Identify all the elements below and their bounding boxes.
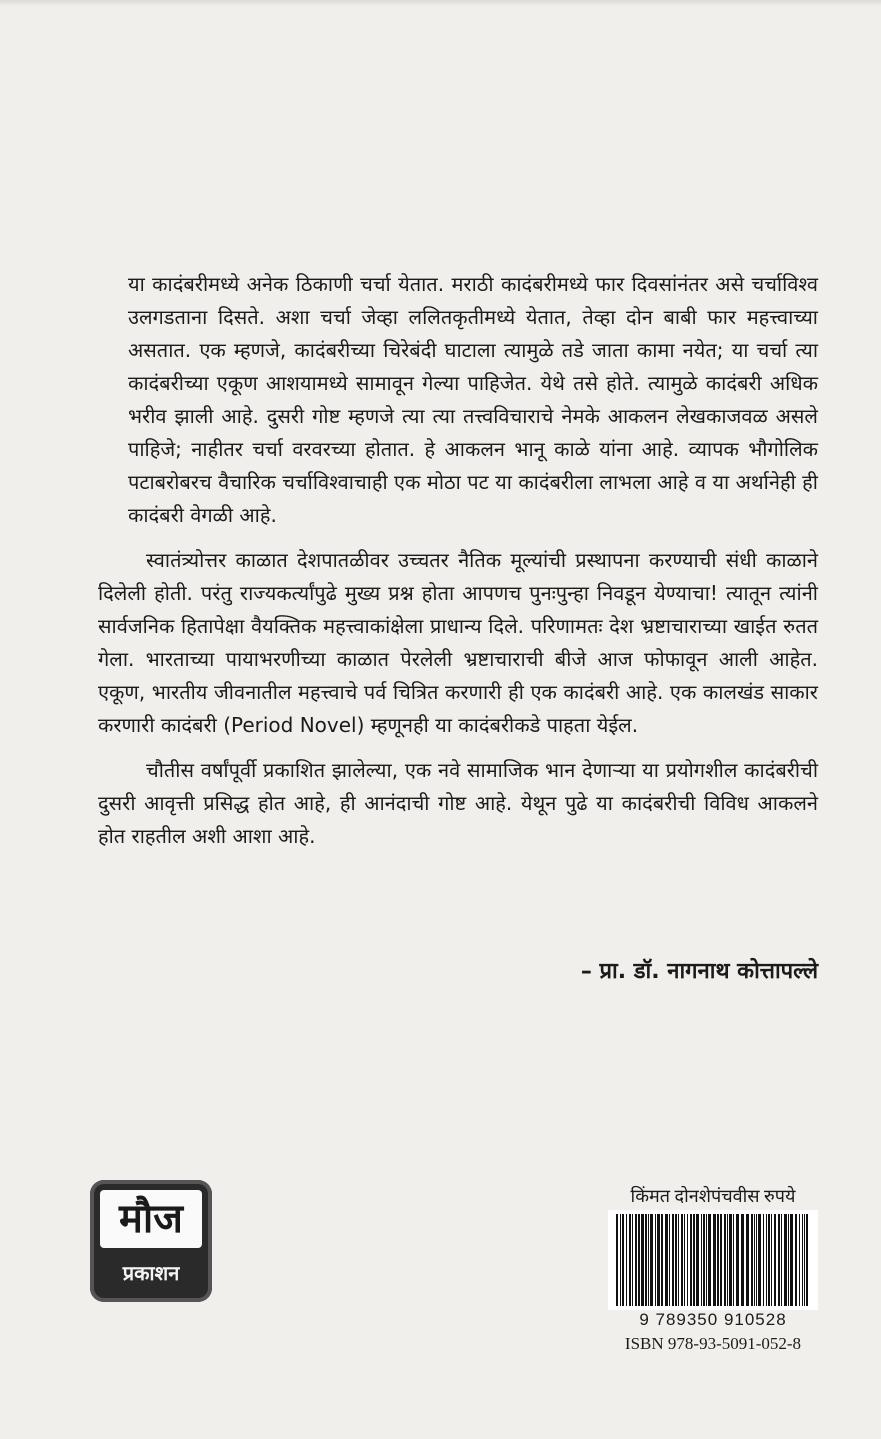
barcode-bar [771,1214,772,1306]
barcode-bar [746,1214,749,1306]
barcode-bar [696,1214,699,1306]
barcode-bar [690,1214,692,1306]
barcode-bar [675,1214,677,1306]
barcode-bar [641,1214,644,1306]
barcode-box [608,1210,818,1310]
logo-bottom-panel [100,1254,202,1292]
barcode-bar [626,1214,627,1306]
barcode-bar [632,1214,633,1306]
barcode-bar [751,1214,753,1306]
blurb-paragraph-3: चौतीस वर्षांपूर्वी प्रकाशित झालेल्या, एक नवे सामाजिक भान देणाऱ्या या प्रयोगशील कादंबरीची दुसरी आवृत्ती प्रसिद्ध होत आहे, ही आनंदाची गोष्ट आहे. येथून पुढे या कादंबरीची विविध आकलने होत राहतील अशी आशा आहे. [98,758,818,848]
back-cover-blurb [98,268,818,865]
barcode-bar [724,1214,726,1306]
barcode-bar [717,1214,719,1306]
blurb-signature: – प्रा. डॉ. नागनाथ कोत्तापल्ले [580,959,818,984]
barcode-bar [661,1214,663,1306]
barcode-bar [684,1214,685,1306]
logo-top-text: मौज [119,1195,183,1242]
barcode-bar [795,1214,797,1306]
barcode-bar [701,1214,702,1306]
barcode-bar [708,1214,711,1306]
barcode-bar [754,1214,755,1306]
barcode-bar [703,1214,705,1306]
blurb-paragraph-2: स्वातंत्र्योत्तर काळात देशपातळीवर उच्चतर नैतिक मूल्यांची प्रस्थापना करण्याची संधी काळाने दिलेली होती. परंतु राज्यकर्त्यांपुढे मुख्य प्रश्न होता आपणच पुनःपुन्हा निवडून येण्याचा! त्यातून त्यांनी सार्वजनिक हितापेक्षा वैयक्तिक महत्त्वाकांक्षेला प्राधान्य दिले. परिणामतः देश भ्रष्टाचाराच्या खाईत रुतत गेला. भारताच्या पायाभरणीच्या काळात पेरलेली भ्रष्टाचाराची बीजे आज फोफावून आली आहेत. एकूण, भारतीय जीवनातील महत्त्वाचे पर्व चित्रित करणारी ही एक कादंबरी आहे. एक कालखंड साकार करणारी कादंबरी (Period Novel) म्हणूनही या कादंबरीकडे पाहता येईल. [98,548,818,737]
barcode-bar [669,1214,670,1306]
barcode-bar [766,1214,767,1306]
barcode-bar [741,1214,744,1306]
barcode-bar [678,1214,679,1306]
barcode-bar [657,1214,660,1306]
barcode-bar [720,1214,722,1306]
barcode-bar [788,1214,789,1306]
barcode-bar [802,1214,803,1306]
price-label: किंमत दोनशेपंचवीस रुपये [630,1186,796,1206]
barcode-bar [687,1214,688,1306]
barcode-bar [763,1214,764,1306]
barcode-bar [622,1214,624,1306]
barcode-bar [784,1214,787,1306]
barcode-bar [778,1214,780,1306]
barcode-bar [790,1214,793,1306]
barcode-bar [729,1214,732,1306]
barcode-bar [756,1214,757,1306]
barcode-bar [774,1214,776,1306]
logo-bottom-text: प्रकाशन [122,1261,180,1285]
barcode-bar [733,1214,734,1306]
barcode-bar [713,1214,716,1306]
barcode-bar [804,1214,805,1306]
barcode-bar [645,1214,647,1306]
barcode-bar [681,1214,683,1306]
logo-top-panel [100,1190,202,1248]
barcode-digits: 9 789350 910528 [639,1310,787,1329]
barcode-bar [665,1214,668,1306]
barcode-bar [655,1214,656,1306]
barcode-bar [620,1214,621,1306]
page-edge [0,0,881,6]
barcode-bar [635,1214,637,1306]
blurb-paragraph-1: या कादंबरीमध्ये अनेक ठिकाणी चर्चा येतात. मराठी कादंबरीमध्ये फार दिवसांनंतर असे चर्चाविश्व उलगडताना दिसते. अशा चर्चा जेव्हा ललितकृतीमध्ये येतात, तेव्हा दोन बाबी फार महत्त्वाच्या असतात. एक म्हणजे, कादंबरीच्या चिरेबंदी घाटाला त्यामुळे तडे जाता कामा नयेत; या चर्चा त्या कादंबरीच्या एकूण आशयामध्ये सामावून गेल्या पाहिजेत. येथे तसे होते. त्यामुळे कादंबरी अधिक भरीव झाली आहे. दुसरी गोष्ट म्हणजे त्या त्या तत्त्वविचाराचे नेमके आकलन लेखकाजवळ असले पाहिजे; नाहीतर चर्चा वरवरच्या होतात. हे आकलन भानू काळे यांना आहे. व्यापक भौगोलिक पटाबरोबरच वैचारिक चर्चाविश्वाचाही एक मोठा पट या कादंबरीला लाभला आहे व या अर्थानेही ही कादंबरी वेगळी आहे. [128,272,818,527]
barcode-bar [629,1214,631,1306]
barcode-bar [706,1214,707,1306]
isbn-label: ISBN 978-93-5091-052-8 [624,1334,802,1353]
barcode-bar [693,1214,695,1306]
barcode-icon [614,1214,812,1306]
barcode-bar [616,1214,618,1306]
barcode-bar [768,1214,770,1306]
barcode-bar [727,1214,728,1306]
barcode-bar [648,1214,649,1306]
barcode-bar [799,1214,800,1306]
barcode-bar [736,1214,739,1306]
publisher-logo [90,1180,212,1302]
barcode-bar [781,1214,782,1306]
barcode-bar [638,1214,640,1306]
barcode-bar [672,1214,674,1306]
barcode-bar [758,1214,761,1306]
barcode-bar [806,1214,808,1306]
barcode-bar [650,1214,653,1306]
